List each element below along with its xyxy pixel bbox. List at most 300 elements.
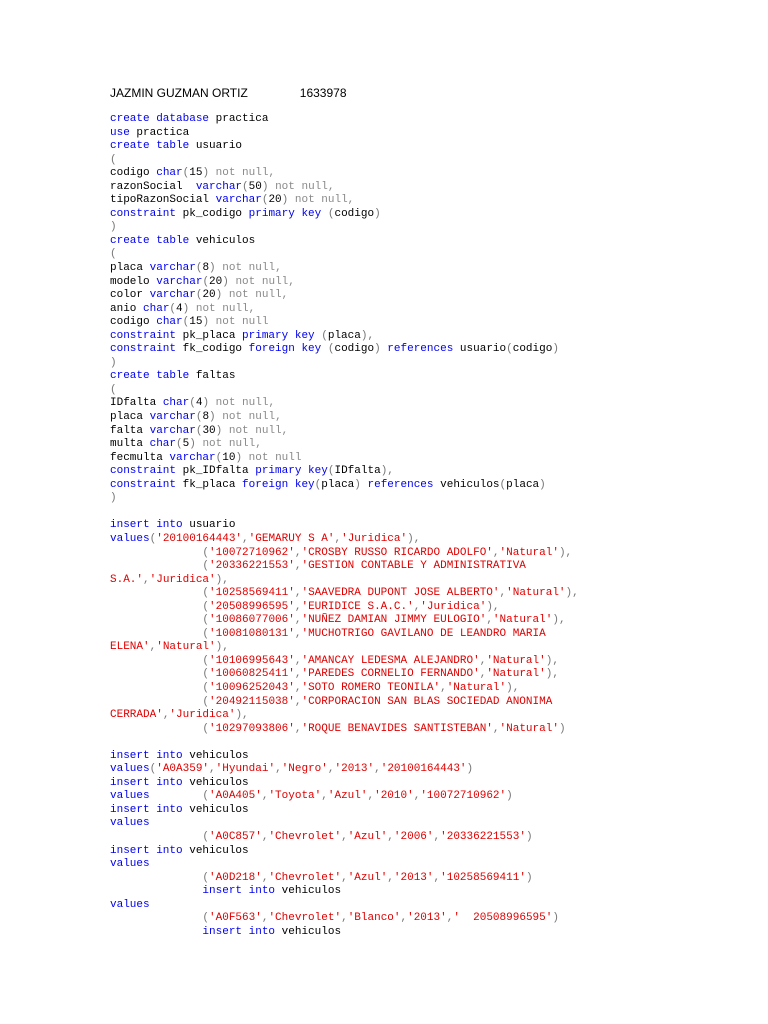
code-token: ) [222, 275, 229, 288]
code-token: ( [149, 532, 157, 545]
code-token: ) [202, 167, 210, 180]
code-token [110, 872, 202, 884]
code-token: ( [321, 343, 335, 356]
code-line [110, 167, 579, 181]
code-token: insert into [110, 776, 183, 789]
code-token: ) [525, 871, 533, 884]
code-token: varchar [149, 262, 196, 275]
code-token: ) [552, 343, 559, 356]
code-token: values [110, 763, 150, 776]
code-token: ), [545, 654, 559, 667]
code-line [110, 343, 579, 357]
code-token: , [413, 600, 421, 613]
code-token: falta [110, 424, 150, 437]
code-token: ( [506, 343, 513, 356]
code-token: ( [202, 600, 210, 613]
code-token: 'Natural' [506, 587, 566, 600]
code-token: ( [189, 397, 196, 410]
code-line [110, 492, 579, 506]
code-token: codigo [110, 316, 157, 329]
code-token: ), [552, 614, 566, 627]
code-token: ' 20508996595' [453, 912, 553, 925]
code-line [110, 912, 579, 926]
code-token: faltas [189, 370, 236, 383]
code-token: not null, [209, 397, 276, 410]
code-token: , [294, 681, 302, 694]
code-token: vehiculos [182, 776, 249, 789]
code-token: 'Azul' [347, 830, 388, 843]
code-token: , [242, 532, 249, 545]
code-token [110, 628, 202, 640]
code-token: values [110, 898, 150, 911]
code-token: insert into [202, 925, 276, 938]
code-token: , [294, 614, 302, 627]
code-token: ( [327, 465, 335, 478]
code-token: , [327, 763, 335, 776]
code-line [110, 519, 579, 533]
code-line [110, 140, 579, 154]
code-token: insert into [110, 749, 183, 762]
code-token: ( [176, 438, 183, 451]
code-token: ) [374, 207, 381, 220]
code-token: pk_placa [176, 329, 243, 342]
code-line [110, 316, 579, 330]
code-token: 'Juridica' [149, 573, 216, 586]
code-line [110, 194, 579, 208]
code-token: ( [110, 383, 117, 396]
code-token: '10297093806' [209, 722, 295, 735]
code-token: 'A0C857' [209, 830, 262, 843]
code-token: , [321, 790, 328, 803]
code-token: 'A0D218' [209, 871, 262, 884]
code-token: , [492, 722, 500, 735]
code-token: 'Natural' [446, 681, 507, 694]
code-token: vehiculos [189, 234, 256, 247]
code-token: insert into [110, 844, 183, 857]
code-token: 'Natural' [486, 668, 546, 681]
code-token: , [400, 912, 408, 925]
code-token: not null, [215, 411, 282, 424]
code-token: 'MUCHOTRIGO GAVILANO DE LEANDRO MARIA [301, 627, 546, 640]
code-token: ), [486, 600, 500, 613]
code-token: multa [110, 438, 150, 451]
code-token: 'CORPORACION SAN BLAS SOCIEDAD ANONIMA [301, 695, 553, 708]
code-token: ) [202, 316, 210, 329]
code-token [110, 587, 202, 599]
code-token: IDfalta [110, 397, 163, 410]
code-token: char [149, 438, 177, 451]
code-token: 8 [202, 262, 210, 275]
code-line [110, 736, 579, 750]
code-token: constraint [110, 478, 177, 491]
code-token: ) [281, 194, 289, 207]
code-line [110, 479, 579, 493]
code-token: ) [558, 722, 566, 735]
code-token: varchar [215, 194, 262, 207]
code-token: , [294, 654, 302, 667]
code-token: '10081080131' [209, 627, 295, 640]
code-token: ) [110, 221, 117, 234]
code-token: placa [110, 411, 150, 424]
code-token: create table [110, 234, 190, 247]
code-token: 30 [202, 424, 216, 437]
code-token: , [492, 546, 500, 559]
code-token: '20100164443' [156, 532, 243, 545]
code-token: 'GESTION CONTABLE Y ADMINISTRATIVA [301, 560, 526, 573]
code-token: ( [202, 695, 210, 708]
code-token: not null, [209, 167, 276, 180]
code-token: char [143, 302, 170, 315]
code-token: CERRADA' [110, 709, 163, 722]
code-token: 'Azul' [347, 871, 388, 884]
code-token: ), [380, 465, 394, 478]
code-token: ( [202, 275, 210, 288]
code-token: not null, [189, 302, 256, 315]
code-token: , [294, 600, 302, 613]
code-token: , [209, 763, 216, 776]
code-token: '10060825411' [209, 668, 295, 681]
code-token: ) [506, 790, 513, 803]
code-token: S.A.' [110, 573, 144, 586]
code-token: 50 [248, 180, 262, 193]
code-line [110, 858, 579, 872]
document-header [110, 86, 347, 100]
code-token: ) [215, 289, 223, 302]
code-line [110, 709, 579, 723]
code-token: '10106995643' [209, 654, 295, 667]
code-token: not null, [215, 262, 282, 275]
code-token: ( [182, 167, 190, 180]
code-token: ( [195, 424, 203, 437]
code-token: 'Azul' [327, 790, 368, 803]
code-token: '20508996595' [209, 600, 295, 613]
code-token: , [413, 790, 421, 803]
code-token: , [149, 641, 157, 654]
code-token: , [387, 830, 394, 843]
code-token: ( [202, 587, 210, 600]
code-token: , [367, 790, 375, 803]
code-token: 4 [176, 302, 183, 315]
code-token: '10072710962' [420, 790, 507, 803]
code-token: , [261, 912, 269, 925]
code-token: ), [506, 681, 520, 694]
code-line [110, 276, 579, 290]
code-token: create table [110, 370, 190, 383]
code-token: 'A0A405' [209, 790, 262, 803]
code-token: codigo [334, 343, 375, 356]
code-line [110, 248, 579, 262]
code-line [110, 885, 579, 899]
code-line [110, 763, 579, 777]
code-token: 10 [222, 451, 236, 464]
code-token: ( [110, 153, 117, 166]
code-token: , [261, 790, 269, 803]
code-token: ( [182, 316, 190, 329]
code-token: varchar [169, 451, 216, 464]
code-token: ( [261, 194, 269, 207]
code-token [110, 723, 202, 735]
code-token: use [110, 126, 130, 139]
code-token: placa [327, 329, 361, 342]
code-token: ) [374, 343, 381, 356]
code-token: ), [215, 641, 229, 654]
code-token: 20 [202, 289, 216, 302]
code-token: , [446, 912, 454, 925]
code-token: ), [545, 668, 559, 681]
code-token: 'Blanco' [347, 912, 401, 925]
code-token [110, 560, 202, 572]
code-token: ( [314, 478, 322, 491]
code-token: 'Chevrolet' [268, 912, 342, 925]
code-token: , [479, 654, 487, 667]
code-token: ) [202, 397, 210, 410]
code-token: varchar [149, 411, 196, 424]
code-token [150, 790, 203, 802]
code-token: , [374, 763, 381, 776]
code-token: 'GEMARUY S A' [248, 532, 335, 545]
code-token: ) [110, 356, 117, 369]
code-token: codigo [512, 343, 553, 356]
code-token: 'A0A359' [156, 763, 210, 776]
code-token: ( [215, 451, 223, 464]
code-token: values [110, 817, 150, 830]
code-token: 'Natural' [156, 641, 216, 654]
code-token: '10258569411' [440, 871, 526, 884]
code-token: placa [321, 478, 355, 491]
code-token: '2013' [407, 912, 447, 925]
code-token: vehiculos [433, 478, 500, 491]
code-line [110, 777, 579, 791]
code-token: '20336221553' [440, 830, 526, 843]
code-token: values [110, 532, 150, 545]
code-line [110, 668, 579, 682]
code-token: , [341, 871, 348, 884]
code-token: '20100164443' [380, 763, 467, 776]
code-token: tipoRazonSocial [110, 194, 216, 207]
code-token: primary key [255, 465, 328, 478]
code-token: values [110, 858, 150, 871]
code-token: fecmulta [110, 451, 170, 464]
code-line [110, 560, 579, 574]
code-line [110, 208, 579, 222]
code-token: vehiculos [275, 885, 342, 898]
code-line [110, 804, 579, 818]
code-token: codigo [110, 167, 157, 180]
code-line [110, 574, 579, 588]
code-token: 'PAREDES CORNELIO FERNANDO' [301, 668, 480, 681]
code-token: , [294, 560, 302, 573]
code-token: ), [407, 532, 421, 545]
code-token: , [294, 722, 302, 735]
code-token [110, 926, 202, 938]
code-line [110, 330, 579, 344]
code-token: foreign key [242, 478, 315, 491]
code-line [110, 465, 579, 479]
code-token: , [433, 830, 441, 843]
code-token: ( [202, 681, 210, 694]
code-token: primary key [242, 329, 315, 342]
code-token: ( [202, 668, 210, 681]
code-token: ( [202, 871, 210, 884]
code-token: 'EURIDICE S.A.C.' [301, 600, 414, 613]
code-token: , [387, 871, 394, 884]
code-token: vehiculos [182, 844, 249, 857]
code-token: ) [209, 262, 216, 275]
code-line [110, 899, 579, 913]
code-token: pk_codigo [176, 207, 249, 220]
code-line [110, 425, 579, 439]
code-token: usuario [189, 140, 243, 153]
code-token: , [261, 830, 269, 843]
code-token: ( [195, 411, 203, 424]
code-line [110, 845, 579, 859]
code-token: pk_IDfalta [176, 465, 256, 478]
code-token: ) [261, 180, 269, 193]
code-token: char [156, 167, 183, 180]
code-token: ( [195, 289, 203, 302]
code-token: 5 [182, 438, 190, 451]
code-token: values [110, 790, 150, 803]
code-line [110, 262, 579, 276]
code-line [110, 750, 579, 764]
code-token: '2013' [393, 871, 434, 884]
code-token: 8 [202, 411, 210, 424]
code-token: vehiculos [275, 925, 342, 938]
code-token: ), [558, 546, 573, 559]
code-token: not null, [222, 289, 289, 302]
code-token: ( [202, 912, 210, 925]
code-token: ) [235, 451, 243, 464]
code-token: usuario [453, 343, 507, 356]
code-token: ) [354, 478, 361, 491]
code-token: 'Chevrolet' [268, 830, 342, 843]
code-token: ( [202, 546, 210, 559]
code-token: '2010' [374, 790, 414, 803]
code-token: placa [506, 478, 540, 491]
code-token: ( [110, 248, 117, 261]
code-token: varchar [149, 424, 196, 437]
code-token: 20 [209, 275, 223, 288]
code-line [110, 221, 579, 235]
code-line [110, 831, 579, 845]
code-line [110, 641, 579, 655]
code-token: ), [565, 587, 579, 600]
code-token: 4 [195, 397, 203, 410]
code-token: ) [110, 492, 117, 505]
code-token [110, 682, 202, 694]
code-token: ( [202, 614, 210, 627]
code-token [110, 655, 202, 667]
code-line [110, 127, 579, 141]
code-token: 'Juridica' [341, 532, 408, 545]
code-token: ( [499, 478, 507, 491]
code-token: 'A0F563' [209, 912, 262, 925]
code-line [110, 113, 579, 127]
code-token: , [486, 614, 493, 627]
code-token: color [110, 289, 150, 302]
code-line [110, 614, 579, 628]
code-line [110, 723, 579, 737]
code-token: insert into [110, 519, 183, 532]
code-token: ) [539, 478, 546, 491]
code-line [110, 397, 579, 411]
code-line [110, 628, 579, 642]
code-token: practica [129, 126, 190, 139]
sql-code-block [110, 113, 579, 939]
code-token: fk_codigo [176, 343, 249, 356]
code-token: ( [202, 722, 210, 735]
code-token: references [360, 478, 434, 491]
author-name: JAZMIN GUZMAN ORTIZ [110, 86, 248, 100]
code-token: ( [195, 262, 203, 275]
code-token: '20336221553' [209, 560, 295, 573]
code-token: ( [202, 627, 210, 640]
code-token: ELENA' [110, 641, 150, 654]
code-token: 'Chevrolet' [268, 871, 342, 884]
code-token: , [334, 532, 342, 545]
code-token: constraint [110, 329, 177, 342]
code-token: not null, [288, 194, 355, 207]
code-token: not null, [228, 275, 295, 288]
code-token: vehiculos [182, 749, 249, 762]
code-line [110, 533, 579, 547]
code-token: IDfalta [334, 465, 381, 478]
code-token: varchar [156, 275, 203, 288]
code-token: 'SAAVEDRA DUPONT JOSE ALBERTO' [301, 587, 500, 600]
code-token: modelo [110, 275, 157, 288]
code-line [110, 817, 579, 831]
code-token: codigo [334, 207, 375, 220]
code-token [110, 601, 202, 613]
code-token: 'Natural' [486, 654, 546, 667]
code-token: ) [525, 830, 533, 843]
code-token: ( [202, 790, 210, 803]
code-token: 'Natural' [499, 722, 559, 735]
code-token: 'CROSBY RUSSO RICARDO ADOLFO' [301, 546, 493, 559]
code-token: ( [321, 207, 335, 220]
code-token: not null [209, 316, 269, 329]
code-token [110, 831, 202, 843]
student-id: 1633978 [299, 86, 347, 100]
code-line [110, 547, 579, 561]
code-line [110, 872, 579, 886]
code-token: , [294, 587, 302, 600]
code-line [110, 655, 579, 669]
code-token: ) [209, 411, 216, 424]
code-token: 'Natural' [492, 614, 553, 627]
code-token: usuario [182, 519, 236, 532]
code-token: , [261, 871, 269, 884]
code-token: 'NUÑEZ DAMIAN JIMMY EULOGIO' [301, 614, 487, 627]
code-token: ( [202, 830, 210, 843]
code-token: 'SOTO ROMERO TEONILA' [301, 681, 441, 694]
code-token: insert into [202, 885, 276, 898]
code-token: ) [215, 424, 223, 437]
code-token: 'Negro' [281, 763, 328, 776]
code-line [110, 411, 579, 425]
code-line [110, 384, 579, 398]
code-token [110, 912, 202, 924]
code-token: ( [149, 763, 157, 776]
code-token: ) [466, 763, 474, 776]
code-token: 'Juridica' [169, 709, 236, 722]
code-line [110, 506, 579, 520]
code-token [110, 614, 202, 626]
code-token: , [499, 587, 507, 600]
code-line [110, 154, 579, 168]
code-token: , [479, 668, 487, 681]
code-line [110, 303, 579, 317]
